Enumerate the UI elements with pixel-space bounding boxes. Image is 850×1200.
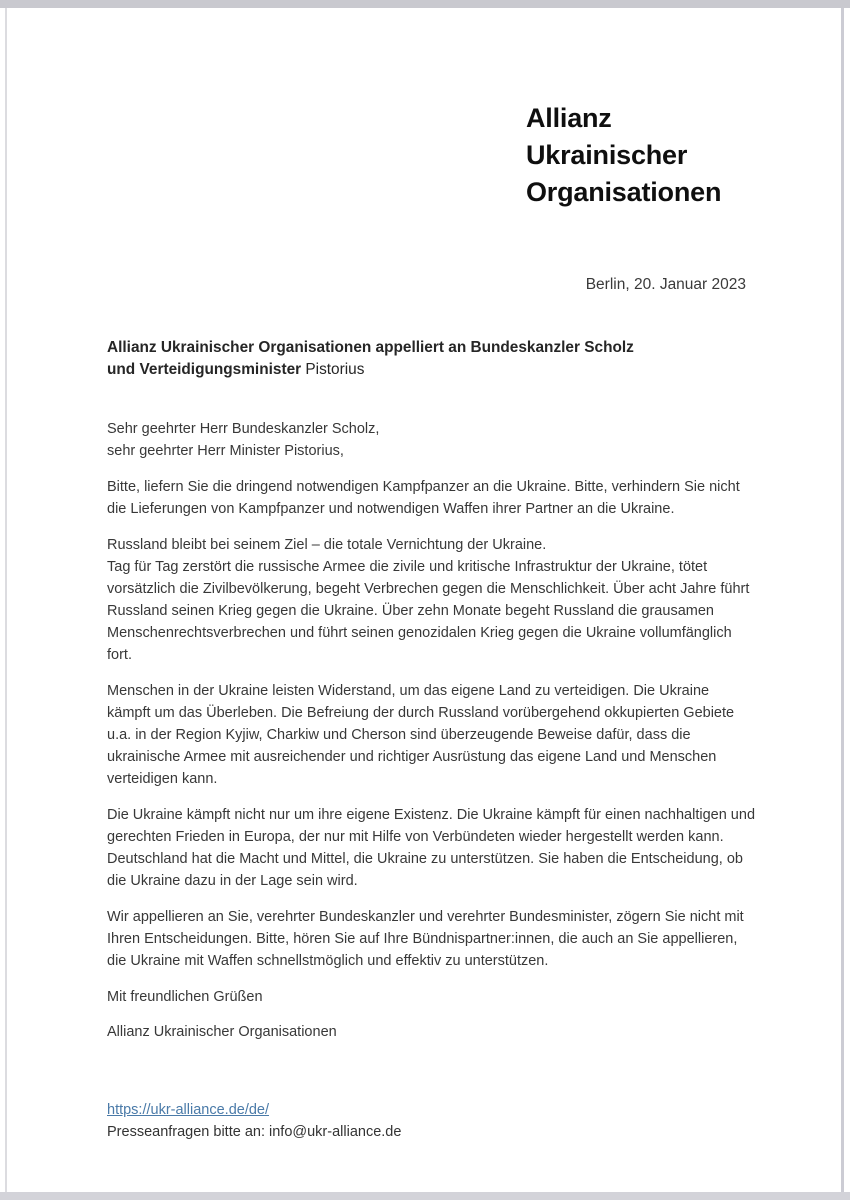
logo-line-3: Organisationen xyxy=(526,177,722,207)
org-logo xyxy=(526,100,721,211)
salutation-line-2: sehr geehrter Herr Minister Pistorius, xyxy=(107,443,344,459)
press-contact-line: Presseanfragen bitte an: info@ukr-alliance.de xyxy=(107,1124,402,1140)
logo-line-1: Allianz xyxy=(526,103,612,133)
letter-body xyxy=(107,337,755,1143)
date-line: Berlin, 20. Januar 2023 xyxy=(585,276,746,293)
website-link[interactable]: https://ukr-alliance.de/de/ xyxy=(107,1102,270,1118)
footer xyxy=(107,1099,755,1143)
page-edge-left xyxy=(5,8,7,1192)
heading-line-1: Allianz Ukrainischer Organisationen appelliert an Bundeskanzler Scholz xyxy=(107,339,634,356)
paragraph-4: Die Ukraine kämpft nicht nur um ihre eigene Existenz. Die Ukraine kämpft für einen nachhaltigen und gerechten Frieden in Europa, der nur mit Hilfe von Verbündeten wieder hergestellt werden kann. Deutschland hat die Macht und Mittel, die Ukraine zu unterstützen. Sie haben die Entscheidung, ob die Ukraine dazu in der Lage sein wird. xyxy=(107,807,756,889)
paragraph-2-line-1: Russland bleibt bei seinem Ziel – die totale Vernichtung der Ukraine. xyxy=(107,537,547,553)
letter-heading xyxy=(107,337,755,381)
page-edge-right xyxy=(841,8,844,1192)
paragraph-2-rest: Tag für Tag zerstört die russische Armee die zivile und kritische Infrastruktur der Ukraine, tötet vorsätzlich die Zivilbevölkerung, begeht Verbrechen gegen die Menschlichkeit. Über acht Jahre führt Russland seinen Krieg gegen die Ukraine. Über zehn Monate begeht Russland die grausamen Menschenrechtsverbrechen und führt seinen genozidalen Krieg gegen die Ukraine vollumfänglich fort. xyxy=(107,559,750,663)
salutation xyxy=(107,418,755,462)
logo-line-2: Ukrainischer xyxy=(526,140,688,170)
salutation-line-1: Sehr geehrter Herr Bundeskanzler Scholz, xyxy=(107,421,380,437)
heading-line-2-name: Pistorius xyxy=(305,361,365,378)
page-edge-top xyxy=(0,0,850,8)
paragraph-5: Wir appellieren an Sie, verehrter Bundeskanzler und verehrter Bundesminister, zögern Sie nicht mit Ihren Entscheidungen. Bitte, hören Sie auf Ihre Bündnispartner:innen, die auch an Sie appellieren, die Ukraine mit Waffen schnellstmöglich und effektiv zu unterstützen. xyxy=(107,909,744,969)
paragraph-3: Menschen in der Ukraine leisten Widerstand, um das eigene Land zu verteidigen. Die Ukraine kämpft um das Überleben. Die Befreiung der durch Russland vorübergehend okkupierten Gebiete u.a. in der Region Kyjiw, Charkiw und Cherson sind überzeugende Beweise dafür, dass die ukrainische Armee mit ausreichender und richtiger Ausrüstung das eigene Land und Menschen verteidigen kann. xyxy=(107,683,735,787)
paragraph-1: Bitte, liefern Sie die dringend notwendigen Kampfpanzer an die Ukraine. Bitte, verhindern Sie nicht die Lieferungen von Kampfpanzer und notwendigen Waffen ihrer Partner an die Ukraine. xyxy=(107,479,740,517)
closing-line: Mit freundlichen Grüßen xyxy=(107,989,263,1005)
page-edge-bottom xyxy=(0,1192,850,1200)
paragraph-2 xyxy=(107,534,755,666)
signature-line: Allianz Ukrainischer Organisationen xyxy=(107,1024,337,1040)
heading-line-2-bold: und Verteidigungsminister xyxy=(107,361,302,378)
